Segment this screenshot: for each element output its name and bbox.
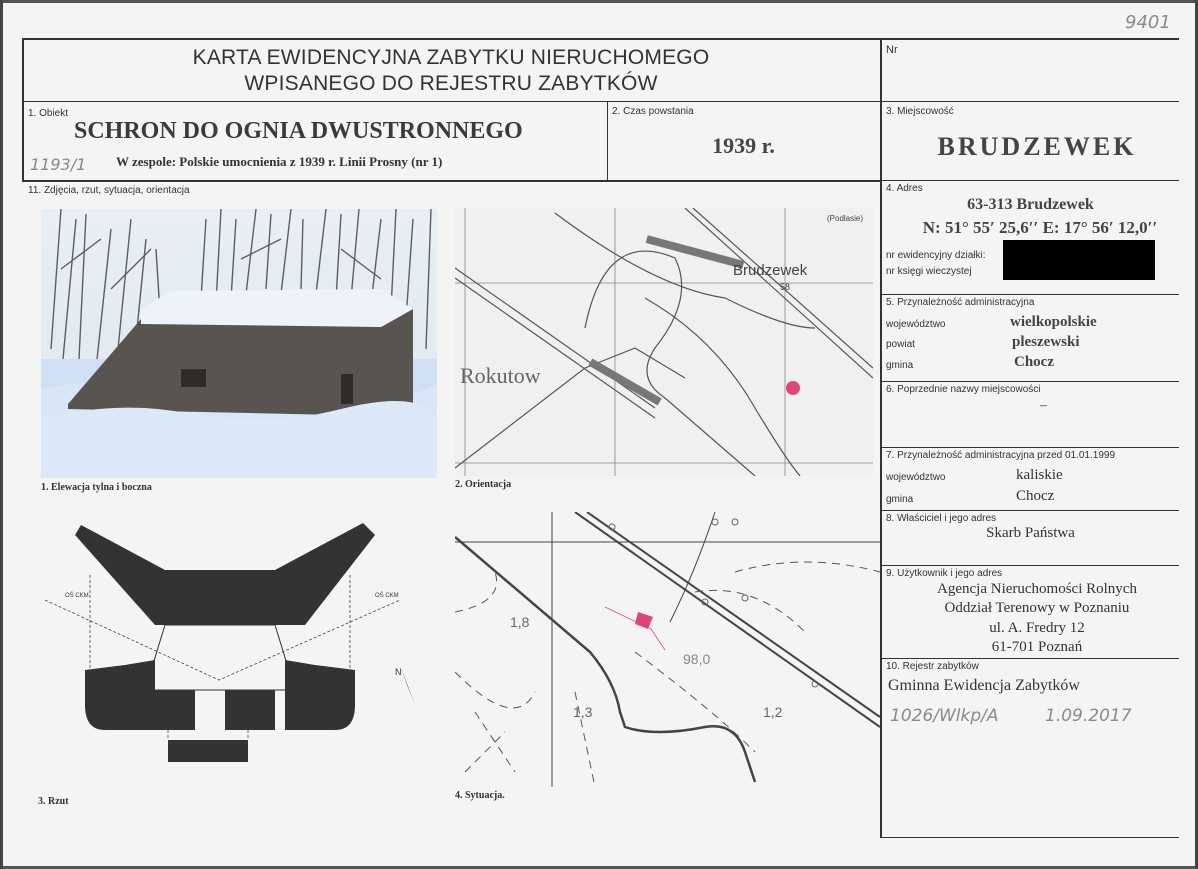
- svg-text:(Podlasie): (Podlasie): [827, 214, 864, 223]
- admin-before-label: 7. Przynależność administracyjna przed 01.01.1999: [886, 450, 1116, 461]
- bunker-photo: [41, 209, 437, 478]
- parcel-label: nr ewidencyjny działki:: [886, 250, 986, 261]
- previous-names-label: 6. Poprzednie nazwy miejscowości: [886, 384, 1041, 395]
- orientation-caption: 2. Orientacja: [455, 479, 512, 490]
- register-value: Gminna Ewidencja Zabytków: [888, 677, 1080, 694]
- object-name: SCHRON DO OGNIA DWUSTRONNEGO: [74, 118, 523, 144]
- map-label-brudzewek: Brudzewek: [733, 262, 808, 279]
- svg-text:OŚ CKM: OŚ CKM: [375, 593, 399, 599]
- admin-value: wielkopolskie: [1010, 314, 1097, 330]
- illustrations-label: 11. Zdjęcia, rzut, sytuacja, orientacja: [28, 185, 190, 196]
- grid-line: [22, 180, 880, 182]
- admin-key: województwo: [886, 319, 946, 330]
- grid-line: [22, 101, 1179, 102]
- card-title-line1: KARTA EWIDENCYJNA ZABYTKU NIERUCHOMEGO: [192, 46, 710, 69]
- svg-text:N: N: [395, 667, 402, 677]
- owner-label: 8. Właściciel i jego adres: [886, 513, 997, 524]
- admin-before-value: kaliskie: [1016, 467, 1063, 483]
- coordinates: N: 51° 55′ 25,6′′ E: 17° 56′ 12,0′′: [922, 218, 1158, 237]
- address-label: 4. Adres: [886, 183, 923, 194]
- admin-before-value: Chocz: [1016, 488, 1055, 504]
- admin-value: Chocz: [1014, 354, 1054, 370]
- svg-text:58: 58: [780, 282, 791, 292]
- north-arrow-icon: [395, 665, 415, 705]
- admin-key: gmina: [886, 360, 914, 371]
- photo-caption: 1. Elewacja tylna i boczna: [41, 482, 152, 493]
- svg-text:OŚ CKM: OŚ CKM: [65, 593, 89, 599]
- handwritten-register-date: 1.09.2017: [1045, 706, 1132, 726]
- plan-caption: 3. Rzut: [38, 796, 69, 807]
- owner-value: Skarb Państwa: [986, 525, 1075, 541]
- nr-label: Nr: [886, 44, 898, 56]
- card-title-line2: WPISANEGO DO REJESTRU ZABYTKÓW: [244, 72, 658, 95]
- grid-line: [880, 510, 1179, 511]
- grid-line: [880, 658, 1179, 659]
- handwritten-object-number: 1193/1: [30, 155, 87, 174]
- grid-line: [880, 565, 1179, 566]
- previous-names-value: –: [1040, 398, 1047, 413]
- admin-before-key: gmina: [886, 494, 914, 505]
- locality-name: BRUDZEWEK: [937, 132, 1137, 161]
- admin-before-key: województwo: [886, 472, 946, 483]
- user-line: 61-701 Poznań: [991, 639, 1083, 655]
- svg-text:98,0: 98,0: [683, 651, 711, 667]
- register-label: 10. Rejestr zabytków: [886, 661, 979, 672]
- object-complex: W zespole: Polskie umocnienia z 1939 r. Linii Prosny (nr 1): [116, 154, 443, 169]
- redaction-box: [1003, 240, 1155, 280]
- svg-text:1,3: 1,3: [573, 704, 593, 720]
- situation-caption: 4. Sytuacja.: [455, 790, 505, 801]
- user-line: Oddział Terenowy w Poznaniu: [944, 600, 1130, 616]
- grid-line: [880, 381, 1179, 382]
- handwritten-number: 9401: [1125, 12, 1171, 33]
- user-label: 9. Użytkownik i jego adres: [886, 568, 1003, 579]
- svg-text:1,8: 1,8: [510, 614, 530, 630]
- grid-line: [880, 837, 1179, 838]
- handwritten-register-ref: 1026/Wlkp/A: [890, 706, 999, 726]
- locality-label: 3. Miejscowość: [886, 106, 954, 117]
- bunker-plan: [45, 515, 445, 765]
- date-label: 2. Czas powstania: [612, 106, 694, 117]
- svg-text:1,2: 1,2: [763, 704, 783, 720]
- land-register-label: nr księgi wieczystej: [886, 266, 972, 277]
- user-line: Agencja Nieruchomości Rolnych: [937, 581, 1137, 597]
- admin-key: powiat: [886, 339, 915, 350]
- orientation-map: [455, 208, 873, 476]
- grid-line: [880, 294, 1179, 295]
- situation-map: [455, 512, 880, 787]
- user-line: ul. A. Fredry 12: [989, 620, 1085, 636]
- address-value: 63-313 Brudzewek: [967, 196, 1094, 213]
- grid-line: [22, 38, 1179, 40]
- grid-line: [880, 447, 1179, 448]
- map-label-rokutow: Rokutow: [460, 363, 541, 388]
- object-label: 1. Obiekt: [28, 108, 69, 119]
- grid-line: [880, 180, 1179, 181]
- admin-label: 5. Przynależność administracyjna: [886, 297, 1035, 308]
- construction-date: 1939 r.: [712, 133, 775, 158]
- admin-value: pleszewski: [1012, 334, 1080, 350]
